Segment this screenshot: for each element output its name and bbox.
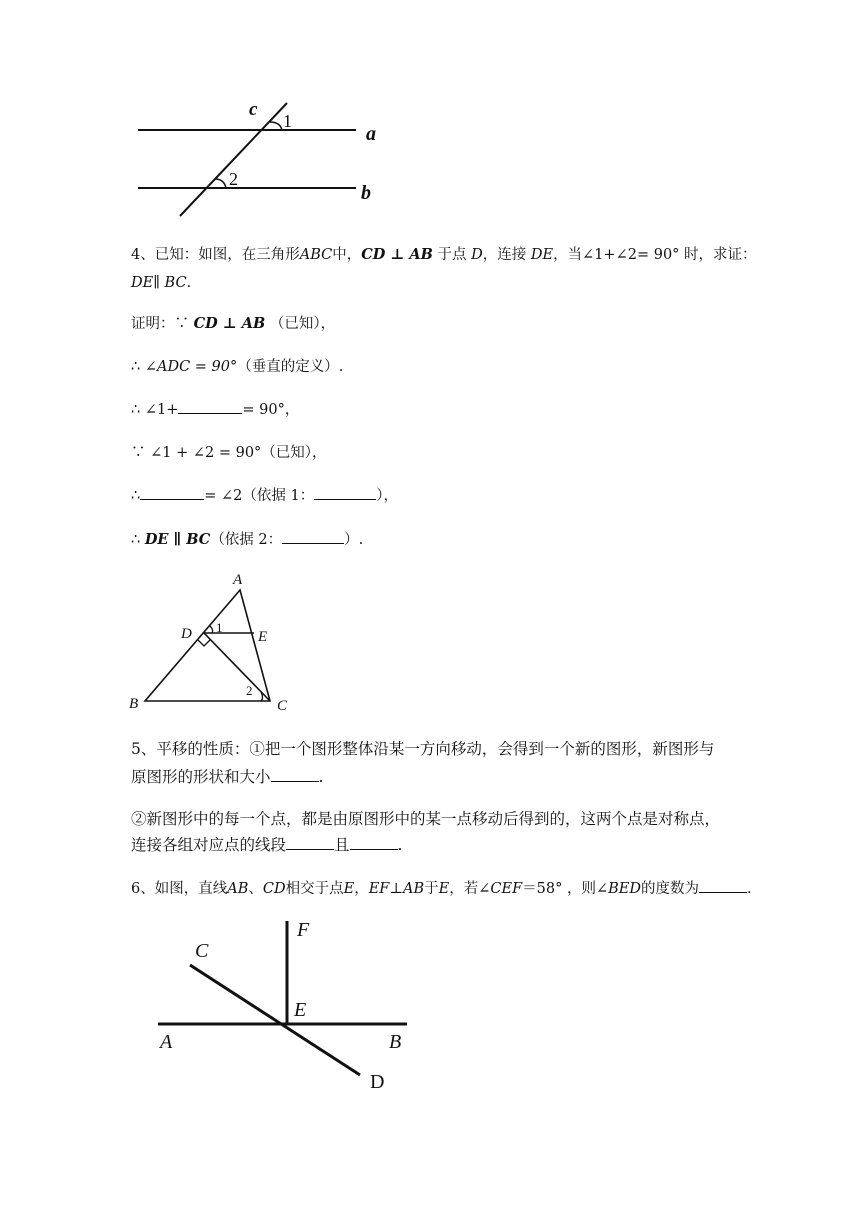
- proof-step-1: 证明：∵ CD ⊥ AB （已知），: [131, 315, 336, 332]
- q5-line-3: ②新图形中的每一个点，都是由原图形中的某一点移动后得到的，这两个点是对称点，: [131, 810, 721, 828]
- parallel-lines-figure: [120, 95, 400, 225]
- intersecting-lines-figure: [150, 915, 420, 1095]
- angle-1-arc: [210, 626, 213, 633]
- right-angle-mark: [198, 640, 210, 646]
- label-B: B: [129, 696, 139, 712]
- q5-line-2: 原图形的形状和大小 .: [131, 768, 324, 786]
- angle-1-arc: [270, 122, 282, 130]
- label-angle-2: 2: [229, 169, 238, 189]
- label-A: A: [233, 572, 243, 588]
- answer-blank[interactable]: [699, 878, 747, 893]
- q4-line-2: DE∥ BC.: [131, 275, 192, 291]
- label-C: C: [277, 698, 288, 714]
- label-D: D: [181, 626, 192, 642]
- proof-step-5: ∴ = ∠2（依据 1： ），: [131, 485, 741, 507]
- label-E: E: [258, 629, 268, 645]
- q5-line-4: 连接各组对应点的线段 且 .: [131, 836, 403, 854]
- label-angle-1: 1: [283, 111, 292, 131]
- label-b: b: [361, 182, 371, 204]
- label-B: B: [389, 1031, 402, 1053]
- q6-line-1: 6、如图，直线AB、CD相交于点E，EF⊥AB于E，若∠CEF＝58° ，则∠BED的度数为 .: [131, 878, 741, 900]
- triangle-figure: [120, 568, 300, 718]
- answer-blank[interactable]: [178, 399, 242, 414]
- answer-blank[interactable]: [140, 485, 204, 500]
- answer-blank[interactable]: [350, 835, 398, 850]
- q4-line-1: 4、已知：如图，在三角形ABC中，CD ⊥ AB 于点 D，连接 DE，当∠1+∠2= 90° 时，求证：: [131, 246, 757, 263]
- line-cd: [190, 965, 360, 1075]
- label-angle-1: 1: [216, 620, 223, 635]
- label-F: F: [297, 919, 310, 941]
- label-C: C: [195, 940, 209, 962]
- angle-2-arc: [261, 692, 263, 701]
- answer-blank[interactable]: [271, 767, 319, 782]
- answer-blank[interactable]: [282, 529, 344, 544]
- proof-step-3: ∴ ∠1+ = 90°，: [131, 399, 741, 421]
- label-E: E: [294, 999, 307, 1021]
- proof-step-4: ∵ ∠1 + ∠2 = 90°（已知），: [131, 445, 327, 461]
- label-c: c: [249, 99, 258, 120]
- proof-step-2: ∴ ∠ADC = 90°（垂直的定义）.: [131, 359, 344, 375]
- label-A: A: [160, 1031, 173, 1053]
- label-a: a: [366, 123, 376, 145]
- angle-2-arc: [215, 179, 226, 188]
- q5-line-1: 5、平移的性质：①把一个图形整体沿某一方向移动，会得到一个新的图形，新图形与: [131, 740, 715, 758]
- proof-step-6: ∴ DE ∥ BC（依据 2： ）.: [131, 531, 364, 548]
- label-angle-2: 2: [246, 683, 253, 698]
- line-c: [180, 103, 287, 216]
- answer-blank[interactable]: [314, 485, 376, 500]
- answer-blank[interactable]: [286, 835, 334, 850]
- label-D: D: [370, 1071, 385, 1093]
